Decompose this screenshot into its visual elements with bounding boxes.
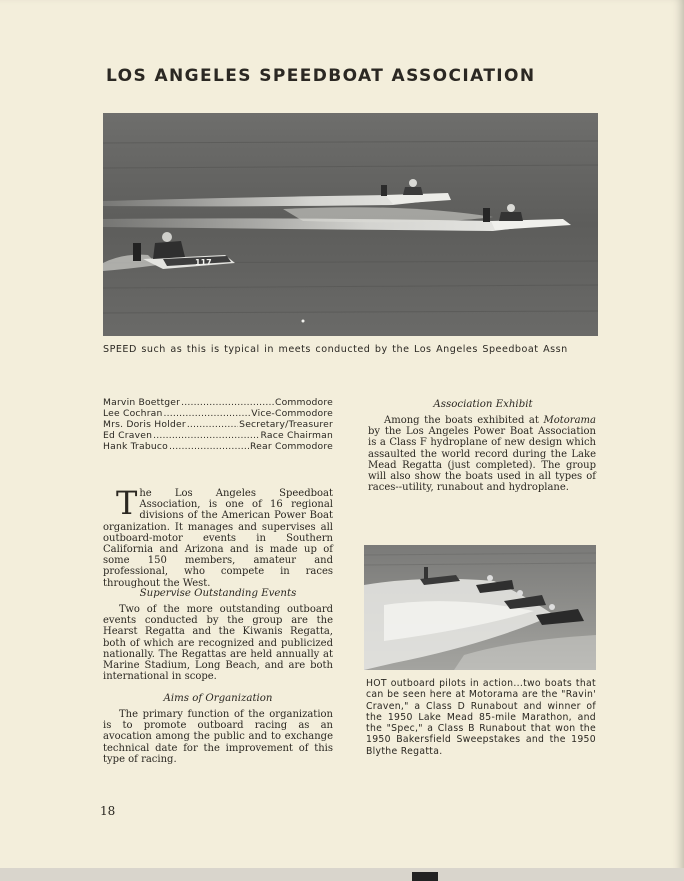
officer-name: Hank Trabuco	[103, 440, 168, 452]
officer-role: Rear Commodore	[250, 440, 333, 452]
boat-number: 117	[195, 258, 212, 267]
drop-cap: T	[116, 484, 138, 522]
supervise-heading: Supervise Outstanding Events	[139, 588, 297, 599]
exhibit-text-start: Among the boats exhibited at	[384, 415, 544, 426]
exhibit-heading: Association Exhibit	[433, 399, 533, 410]
officer-name: Lee Cochran	[103, 407, 163, 419]
outboard-pilots-photo	[364, 545, 596, 670]
officer-role: Commodore	[274, 397, 333, 408]
officer-row	[103, 442, 333, 453]
page-number: 18	[100, 804, 116, 818]
supervise-text: Two of the more outstanding outboard events conducted by the group are the Hearst Regatta and the Kiwanis Regatta, both of which are recognized and publicized nationally. The Regattas are held annually at Marine Stadium, Long Beach, and are both international in scope.	[103, 604, 333, 683]
scan-edge	[0, 868, 684, 881]
officer-role: Race Chairman	[260, 429, 333, 441]
supervise-paragraph	[103, 604, 333, 682]
exhibit-text-end: by the Los Angeles Power Boat Association is a Class F hydroplane of new design which assaulted the world record during the Lake Mead Regatta (just completed). The group will also show the boats used in all types of races--utility, runabout and hydroplane.	[368, 426, 596, 494]
officer-name: Mrs. Doris Holder	[103, 418, 186, 430]
officer-role: Secretary/Treasurer	[239, 418, 333, 430]
officer-name: Ed Craven	[103, 429, 153, 441]
motorama-italic: Motorama	[543, 415, 596, 426]
intro-text: he Los Angeles Speedboat Association, is one of 16 regional divisions of the American Power Boat organization. It manages and supervises all outboard-motor events in Southern California and Arizona and is made up of some 150 members, amateur and professional, who compete in races throughout the West.	[103, 488, 333, 589]
officer-role: Vice-Commodore	[251, 407, 333, 419]
aims-paragraph	[103, 709, 333, 765]
officers-list	[103, 398, 333, 453]
speedboat-race-photo	[103, 113, 598, 336]
main-photo-caption: SPEED such as this is typical in meets conducted by the Los Angeles Speedboat Assn	[103, 344, 568, 355]
exhibit-paragraph	[368, 415, 596, 493]
page-title: LOS ANGELES SPEEDBOAT ASSOCIATION	[106, 66, 536, 86]
officer-name: Marvin Boettger	[103, 397, 181, 408]
intro-paragraph	[103, 484, 333, 589]
aims-text: The primary function of the organization is to promote outboard racing as an avocation among the public and to exchange technical date for the improvement of this type of racing.	[103, 709, 333, 765]
small-photo-caption: HOT outboard pilots in action...two boats that can be seen here at Motorama are the "Ravin' Craven," a Class D Runabout and winner of the 1950 Lake Mead 85-mile Marathon, and the "Spec," a Class B Runabout that won the 1950 Bakersfield Sweepstakes and the 1950 Blythe Regatta.	[366, 678, 596, 757]
officer-row	[103, 431, 333, 442]
aims-heading: Aims of Organization	[163, 693, 273, 704]
